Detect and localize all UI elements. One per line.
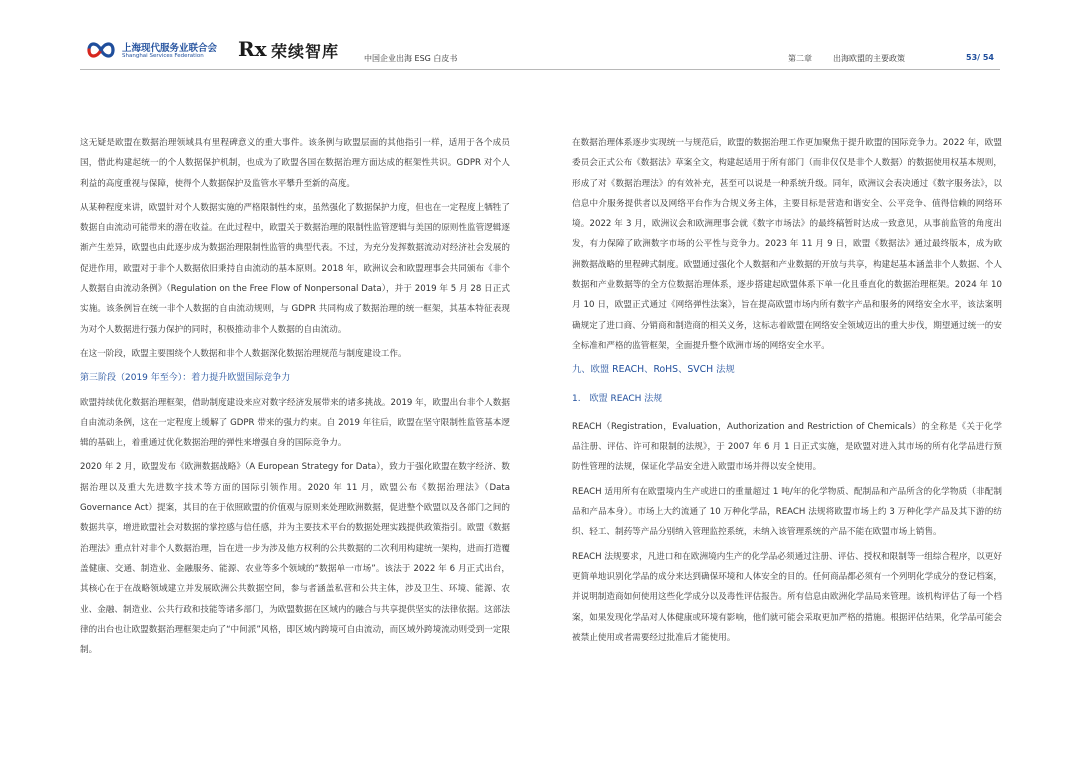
left-column <box>80 133 510 664</box>
federation-logo <box>86 38 226 64</box>
paragraph: 这无疑是欧盟在数据治理领域具有里程碑意义的重大事件。该条例与欧盟层面的其他指引一样，适用于各个成员国，借此构建起统一的个人数据保护机制，也成为了欧盟各国在数据治理方面达成的框架性共识。GDPR 对个人利益的高度重视与保障，使得个人数据保护及监管水平攀升至新的高度。 <box>80 138 510 189</box>
paragraph: 从某种程度来讲，欧盟针对个人数据实施的严格限制性约束，虽然强化了数据保护力度，但也在一定程度上牺牲了数据自由流动可能带来的潜在收益。在此过程中，欧盟关于数据治理的限制性监管逻辑与美国的原则性监管逻辑逐渐产生差异，欧盟也由此逐步成为数据治理限制性监管的典型代表。不过，为充分发挥数据流动对经济社会发展的促进作用，欧盟对于非个人数据依旧秉持自由流动的基本原则。2018 年，欧洲议会和欧盟理事会共同颁布《非个人数据自由流动条例》（Regulation on the Free Flow of Nonpersonal Data），并于 2019 年 5 月 28 日正式实施。该条例旨在统一非个人数据的自由流动规则，与 GDPR 共同构成了数据治理的统一框架，其基本特征表现为对个人数据进行强力保护的同时，积极推动非个人数据的自由流动。 <box>80 202 510 335</box>
section-title: 出海欧盟的主要政策 <box>833 54 905 63</box>
header-divider <box>80 69 1000 70</box>
federation-name: 上海现代服务业联合会 <box>122 43 218 54</box>
think-tank-logo <box>238 38 358 64</box>
phase-heading: 第三阶段（2019 年至今）：着力提升欧盟国际竞争力 <box>80 373 291 384</box>
paragraph: 在这一阶段，欧盟主要围绕个人数据和非个人数据深化数据治理规范与制度建设工作。 <box>80 348 407 359</box>
paragraph: 在数据治理体系逐步实现统一与规范后，欧盟的数据治理工作更加聚焦于提升欧盟的国际竞争力。2022 年，欧盟委员会正式公布《数据法》草案全文，构建起适用于所有部门（而非仅仅是非个人数据）的数据使用权基本规则，形成了对《数据治理法》的有效补充，甚至可以说是一种系统升级。同年，欧洲议会表决通过《数字服务法》，以信息中介服务提供者以及网络平台作为合规义务主体，主要目标是营造和谐安全、公平竞争、值得信赖的网络环境。2022 年 3 月，欧洲议会和欧洲理事会就《数字市场法》的最终稿暂时达成一致意见，从事前监管的角度出发，有力保障了欧洲数字市场的公平性与竞争力。2023 年 11 月 9 日，欧盟《数据法》通过最终版本，成为欧洲数据战略的里程碑式制度。欧盟通过强化个人数据和产业数据的开放与共享，构建起基本涵盖非个人数据、个人数据和产业数据等的全方位数据治理体系，逐步搭建起欧盟体系下单一化且垂直化的数据治理框架。2024 年 10 月 10 日，欧盟正式通过《网络弹性法案》，旨在提高欧盟市场内所有数字产品和服务的网络安全水平，该法案明确规定了进口商、分销商和制造商的相关义务，这标志着欧盟在网络安全领域迈出的重大步伐，期望通过统一的安全标准和严格的监管框架，全面提升整个欧洲市场的网络安全水平。 <box>572 138 1002 351</box>
right-column <box>572 133 1002 652</box>
rx-logo-icon: Rx <box>238 37 267 61</box>
paragraph: 2020 年 2 月，欧盟发布《欧洲数据战略》（A European Strategy for Data），致力于强化欧盟在数字经济、数据治理以及重大先进数字技术等方面的国际引领作用。2020 年 11 月，欧盟公布《数据治理法》（Data Governance Act）提案，其目的在于依照欧盟的价值观与原则来处理欧洲数据，促进整个欧盟以及各部门之间的数据共享，增进欧盟社会对数据的掌控感与信任感，并为主要技术平台的数据处理实践提供政策指引。欧盟《数据治理法》重点针对非个人数据治理，旨在进一步为涉及他方权利的公共数据的二次利用构建统一架构，进而打造覆盖健康、交通、制造业、金融服务、能源、农业等多个领域的“数据单一市场”。该法于 2022 年 6 月正式出台，其核心在于在战略领域建立并发展欧洲公共数据空间，参与者涵盖私营和公共主体，涉及卫生、环境、能源、农业、金融、制造业、公共行政和技能等诸多部门，为欧盟数据在区域内的融合与共享提供坚实的法律依据。这部法律的出台也让欧盟数据治理框架走向了“中间派”风格，即区域内跨境可自由流动，而区域外跨境流动则受到一定限制。 <box>80 462 511 656</box>
federation-name-en: Shanghai Services Federation <box>122 53 204 59</box>
page-number: 53/ 54 <box>966 53 994 62</box>
document-title: 中国企业出海 ESG 白皮书 <box>364 54 458 63</box>
page-header <box>0 0 1080 80</box>
think-tank-name: 荣续智库 <box>271 42 340 61</box>
paragraph: REACH（Registration，Evaluation，Authorization and Restriction of Chemicals）的全称是《关于化学品注册、评估、许可和限制的法规》，于 2007 年 6 月 1 日正式实施，是欧盟对进入其市场的所有化学品进行预防性管理的法规，保证化学品安全进入欧盟市场并得以安全使用。 <box>572 421 1002 473</box>
paragraph: REACH 法规要求，凡进口和在欧洲境内生产的化学品必须通过注册、评估、授权和限制等一组综合程序，以更好更简单地识别化学品的成分来达到确保环境和人体安全的目的。任何商品都必须有一个列明化学成分的登记档案，并说明制造商如何使用这些化学成分以及毒性评估报告。所有信息由欧洲化学品局来管理。该机构评估了每一个档案，如果发现化学品对人体健康或环境有影响，他们就可能会采取更加严格的措施。根据评估结果，化学品可能会被禁止使用或者需要经过批准后才能使用。 <box>572 551 1002 643</box>
section-heading: 九、欧盟 REACH、RoHS、SVCH 法规 <box>572 364 735 376</box>
federation-logo-icon <box>86 38 116 62</box>
chapter-label: 第二章 <box>788 54 812 63</box>
paragraph: 欧盟持续优化数据治理框架，借助制度建设来应对数字经济发展带来的诸多挑战。2019 年，欧盟出台非个人数据自由流动条例，这在一定程度上缓解了 GDPR 带来的强力约束。自 2019 年往后，欧盟在坚守限制性监管基本逻辑的基础上，着重通过优化数据治理的弹性来增强自身的国际竞争力。 <box>80 397 510 449</box>
subsection-heading: 1. 欧盟 REACH 法规 <box>572 393 663 404</box>
paragraph: REACH 适用所有在欧盟境内生产或进口的重量超过 1 吨/年的化学物质、配制品和产品所含的化学物质（非配制品和产品本身）。市场上大约流通了 10 万种化学品，REACH 法规将欧盟市场上约 3 万种化学产品及其下游的纺织、轻工、制药等产品分别纳入管理监控系统，未纳入该管理系统的产品不能在欧盟市场上销售。 <box>572 486 1002 538</box>
